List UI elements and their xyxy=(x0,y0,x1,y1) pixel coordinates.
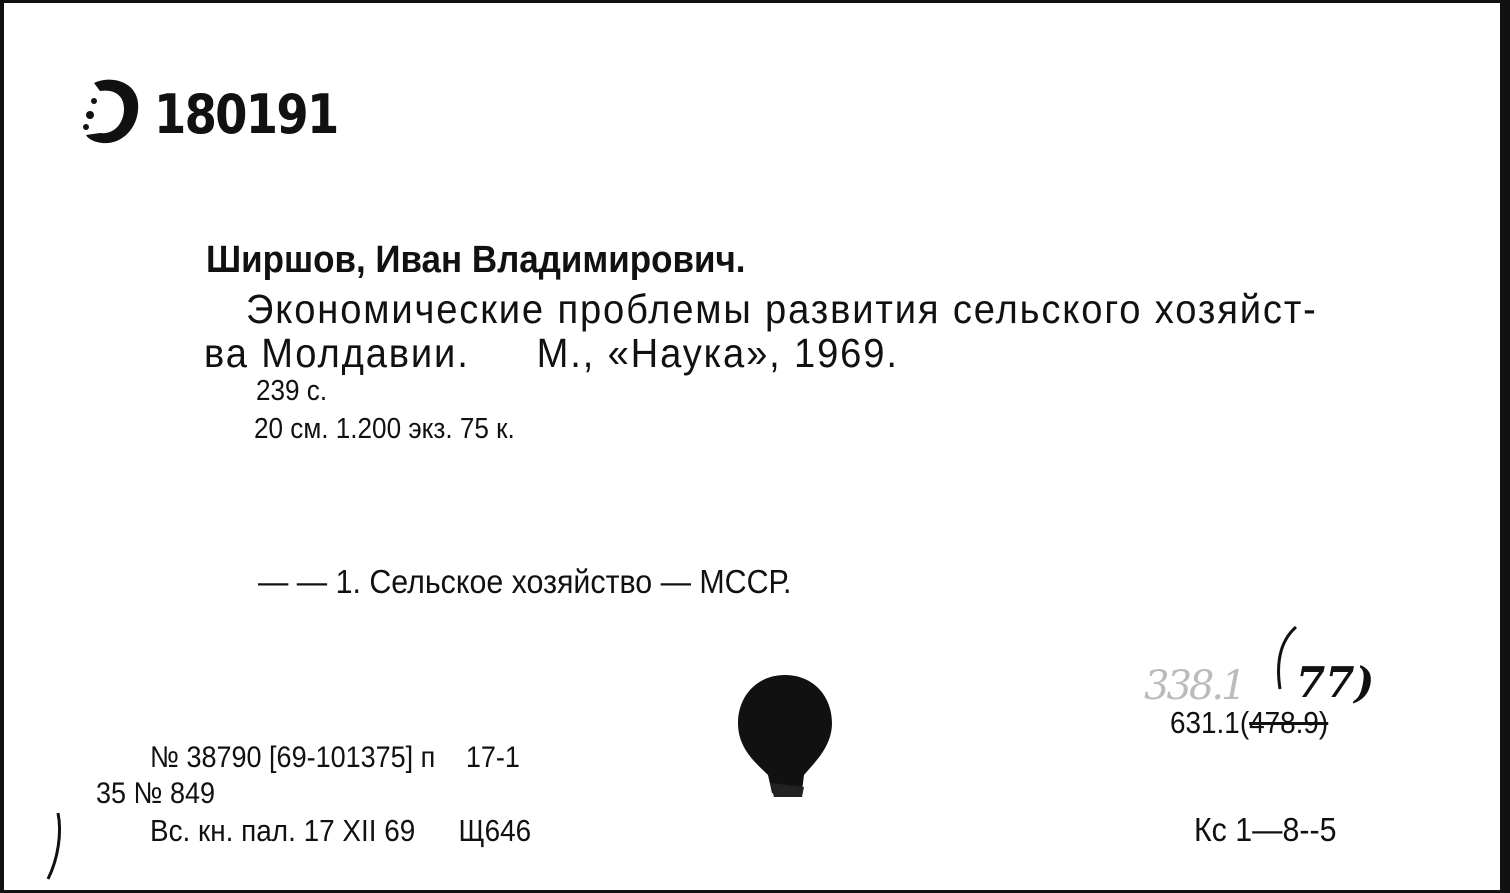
handwritten-classification: 77) xyxy=(1296,658,1375,707)
title-line-1: Экономические проблемы развития сельского хозяйст- xyxy=(246,286,1318,332)
faded-handwritten-classification: 338.1 xyxy=(1144,663,1244,709)
classification-struck: 478.9) xyxy=(1249,705,1329,740)
order-code: 17-1 xyxy=(465,741,520,774)
order-line xyxy=(150,741,520,775)
ink-blot xyxy=(734,671,836,801)
size-copies-price: 20 см. 1.200 экз. 75 к. xyxy=(254,413,515,445)
subject-heading: — — 1. Сельское хозяйство — МССР. xyxy=(258,563,792,600)
margin-pen-stroke xyxy=(40,809,68,883)
classification-prefix: 631.1( xyxy=(1170,705,1250,740)
author-heading: Ширшов, Иван Владимирович. xyxy=(206,239,746,281)
imprint: М., «Наука», 1969. xyxy=(536,330,899,376)
chamber-line xyxy=(150,813,531,849)
title-continuation: ва Молдавии. xyxy=(204,330,470,376)
library-stamp-mark xyxy=(80,73,146,151)
chamber-code: Щ646 xyxy=(458,813,532,848)
handwritten-accession-number: 180191 xyxy=(154,83,338,146)
page-count: 239 с. xyxy=(256,375,328,407)
copies-number: 35 № 849 xyxy=(96,777,216,810)
printed-classification xyxy=(1170,705,1328,741)
title-line-2 xyxy=(204,330,899,377)
chamber-date: Вс. кн. пал. 17 XII 69 xyxy=(150,813,416,848)
order-number: № 38790 [69-101375] п xyxy=(150,741,436,774)
card-code: Кс 1—8--5 xyxy=(1194,811,1337,848)
